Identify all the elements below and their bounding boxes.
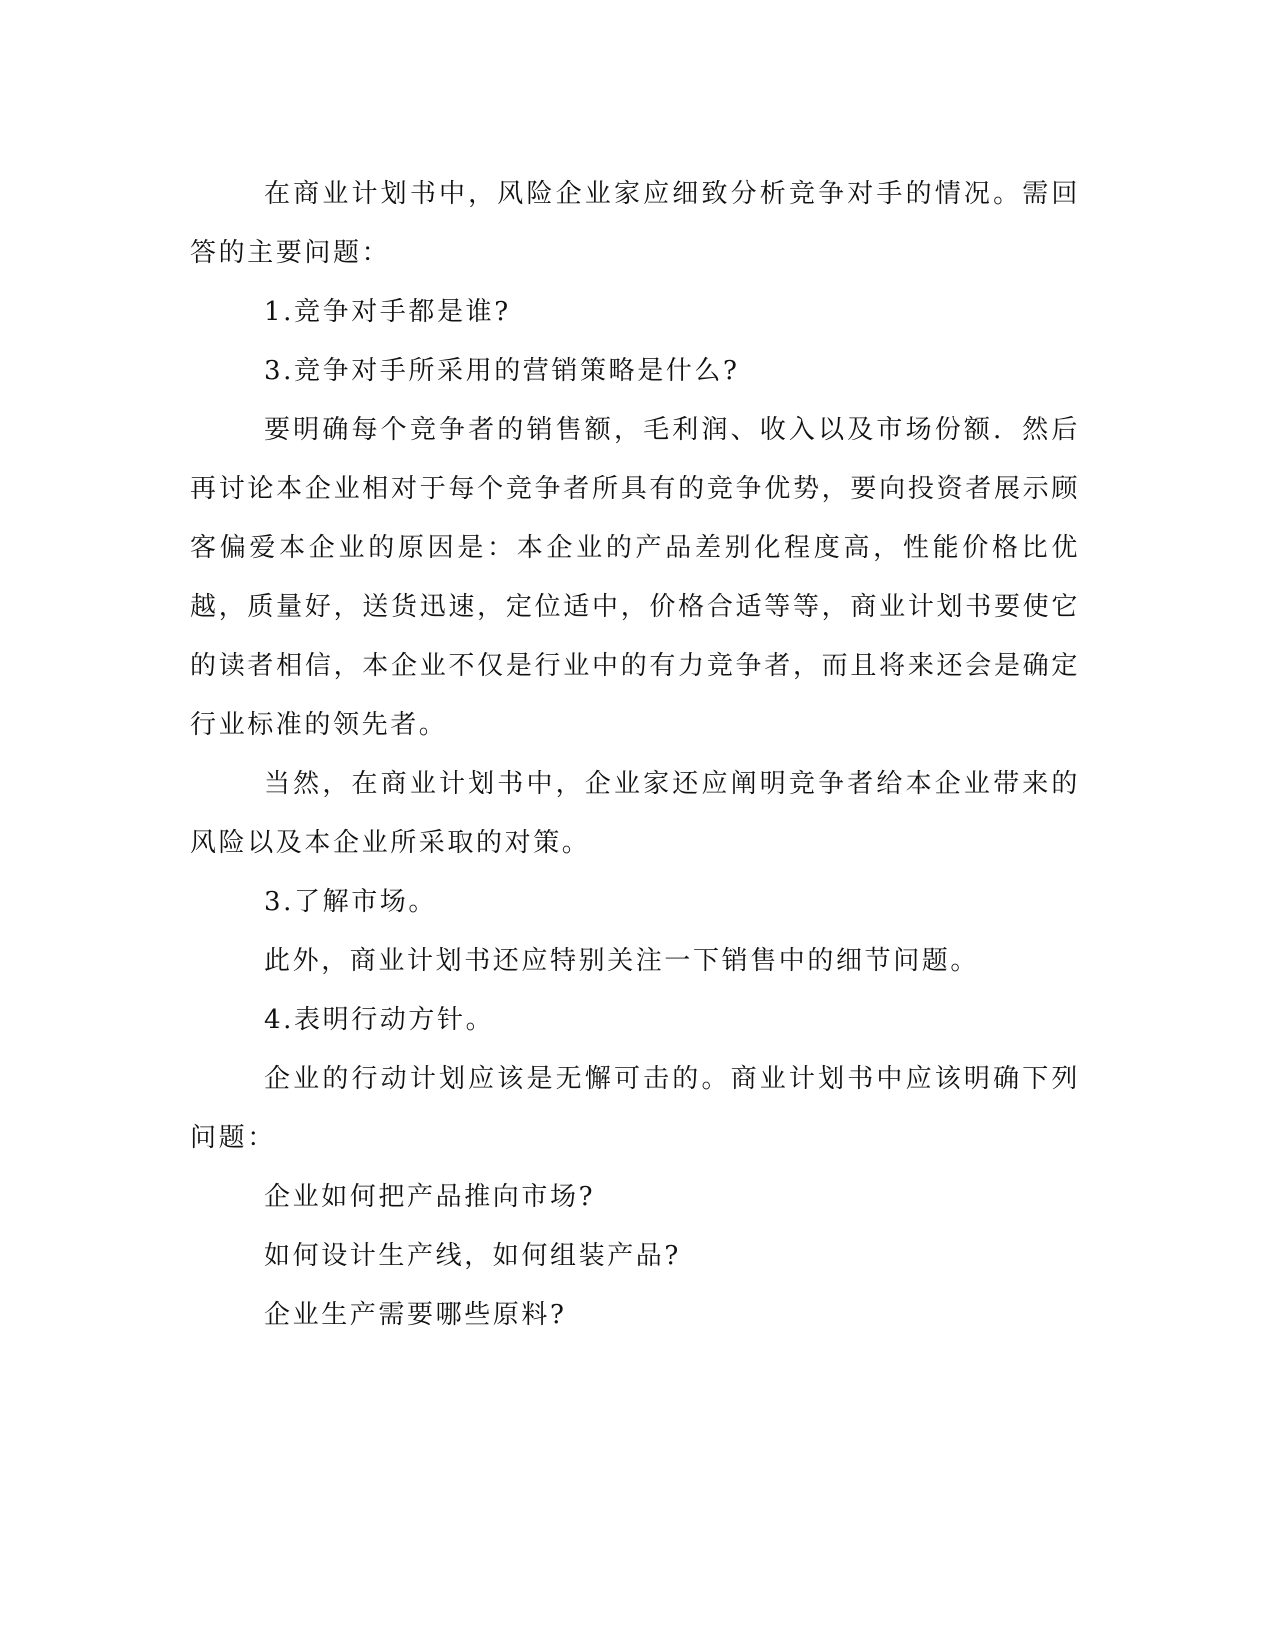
question-competitors: 1.竞争对手都是谁? — [264, 297, 511, 327]
question-production-line: 如何设计生产线，如何组装产品? — [264, 1241, 681, 1271]
section-understand-market: 3.了解市场。 — [264, 887, 438, 917]
competitive-advantage-paragraph: 要明确每个竞争者的销售额，毛利润、收入以及市场份额．然后再讨论本企业相对于每个竞争者所具有的竞争优势，要向投资者展示顾客偏爱本企业的原因是：本企业的产品差别化程度高，性能价格比优越，质量好，送货迅速，定位适中，价格合适等等，商业计划书要使它的读者相信，本企业不仅是行业中的有力竞争者，而且将来还会是确定行业标准的领先者。 — [190, 415, 1080, 740]
action-plan-paragraph: 企业的行动计划应该是无懈可击的。商业计划书中应该明确下列问题： — [190, 1064, 1080, 1153]
risk-paragraph: 当然，在商业计划书中，企业家还应阐明竞争者给本企业带来的风险以及本企业所采取的对策。 — [190, 769, 1080, 858]
question-marketing-strategy: 3.竞争对手所采用的营销策略是什么? — [264, 356, 740, 386]
intro-paragraph: 在商业计划书中，风险企业家应细致分析竞争对手的情况。需回答的主要问题： — [190, 179, 1080, 268]
question-raw-materials: 企业生产需要哪些原料? — [264, 1300, 567, 1330]
sales-details-paragraph: 此外，商业计划书还应特别关注一下销售中的细节问题。 — [264, 946, 980, 976]
document-body — [190, 165, 1080, 1345]
section-action-plan: 4.表明行动方针。 — [264, 1005, 495, 1035]
question-market-entry: 企业如何把产品推向市场? — [264, 1182, 596, 1212]
